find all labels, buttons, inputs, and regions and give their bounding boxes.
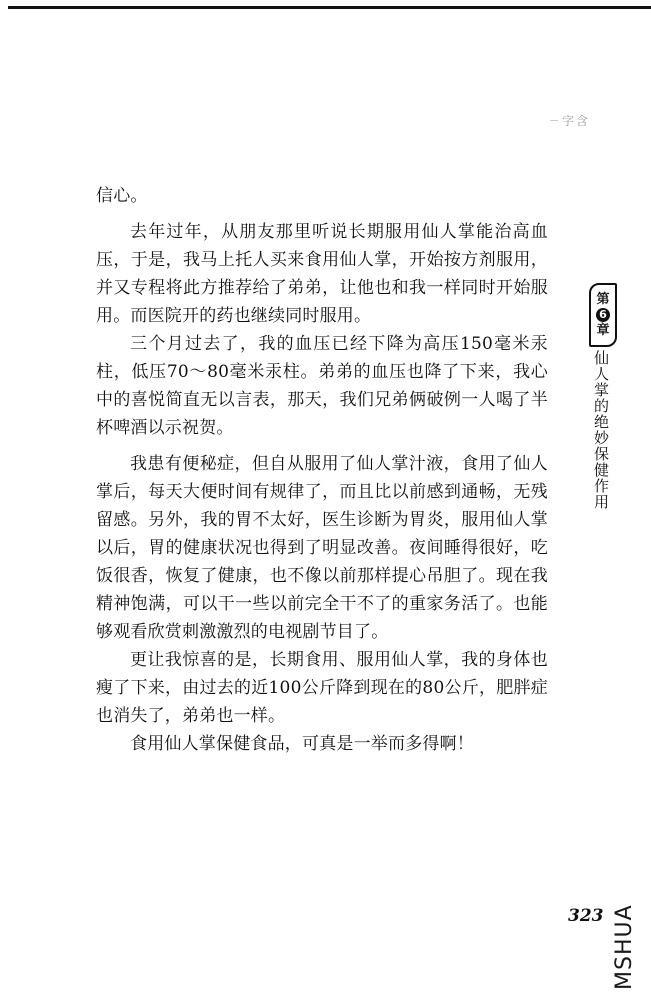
paragraph: 三个月过去了，我的血压已经下降为高压150毫米汞柱，低压70～80毫米汞柱。弟弟的血压也降了下来，我心中的喜悦简直无以言表，那天，我们兄弟俩破例一人喝了半杯啤酒以示祝贺。 <box>96 334 548 438</box>
chapter-title: 仙人掌的绝妙保健作用 <box>592 350 610 510</box>
chapter-suffix: 章 <box>596 323 610 338</box>
paragraph: 我患有便秘症，但自从服用了仙人掌汁液，食用了仙人掌后，每天大便时间有规律了，而且比以前感到通畅，无残留感。另外，我的胃不太好，医生诊断为胃炎，服用仙人掌以后，胃的健康状况也得到了明显改善。夜间睡得很好，吃饭很香，恢复了健康，也不像以前那样提心吊胆了。现在我精神饱满，可以干一些以前完全干不了的重家务活了。也能够观看欣赏刺激激烈的电视剧节目了。 <box>96 454 548 642</box>
paragraph: 信心。 <box>96 186 148 206</box>
chapter-prefix: 第 <box>596 292 610 307</box>
header-rule <box>8 6 651 9</box>
paragraph: 去年过年，从朋友那里听说长期服用仙人掌能治高血压，于是，我马上托人买来食用仙人掌，开始按方剂服用，并又专程将此方推荐给了弟弟，让他也和我一样同时开始服用。而医院开的药也继续同时服用。 <box>96 222 548 326</box>
chapter-number: 6 <box>596 308 610 322</box>
paragraph: 更让我惊喜的是，长期食用、服用仙人掌，我的身体也瘦了下来，由过去的近100公斤降到现在的80公斤，肥胖症也消失了，弟弟也一样。 <box>96 650 548 726</box>
watermark: MSHUA <box>612 904 637 990</box>
page-number: 323 <box>568 906 604 926</box>
paragraph: 食用仙人掌保健食品，可真是一举而多得啊！ <box>130 734 474 754</box>
faint-mark: ㄧ字含 <box>548 114 591 128</box>
chapter-badge <box>589 283 617 347</box>
body-text <box>96 182 548 758</box>
